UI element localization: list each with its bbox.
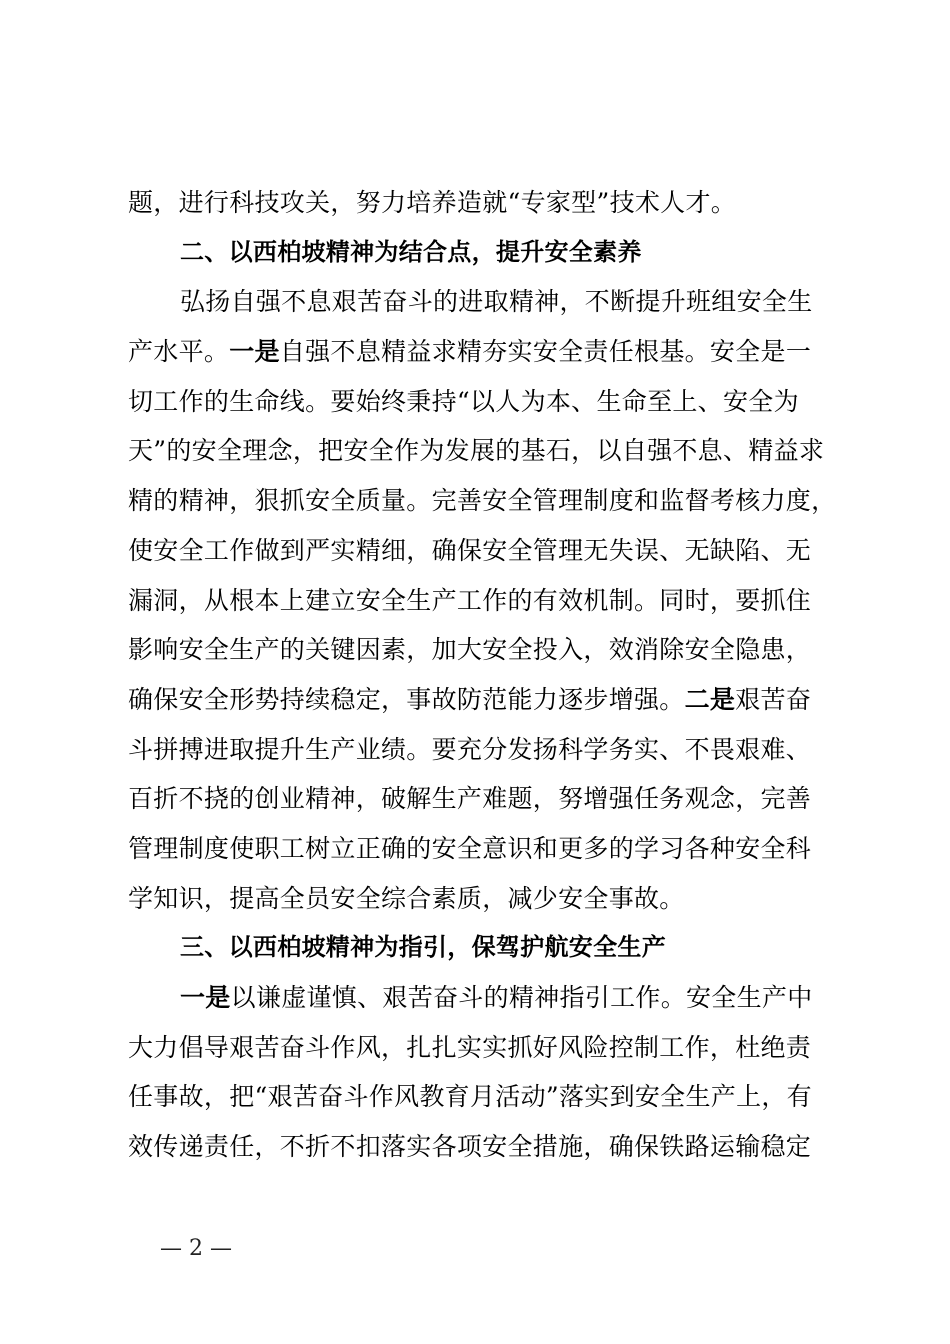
paragraph-line: 百折不挠的创业精神，破解生产难题，努增强任务观念，完善 xyxy=(128,784,812,814)
paragraph-line: 题，进行科技攻关，努力培养造就“专家型”技术人才。 xyxy=(128,188,737,217)
paragraph-line: 斗拼搏进取提升生产业绩。要充分发扬科学务实、不畏艰难、 xyxy=(128,734,812,764)
paragraph-line: 使安全工作做到严实精细，确保安全管理无失误、无缺陷、无 xyxy=(128,535,812,565)
paragraph-line: 弘扬自强不息艰苦奋斗的进取精神，不断提升班组安全生 xyxy=(180,287,813,317)
body-text xyxy=(128,178,840,1172)
paragraph-line: 管理制度使职工树立正确的安全意识和更多的学习各种安全科 xyxy=(128,833,812,863)
emphasis-one: 一是 xyxy=(180,983,231,1012)
text-run: 产水平。 xyxy=(128,337,230,367)
paragraph-line xyxy=(128,973,840,1023)
text-run: 以谦虚谨慎、艰苦奋斗的精神指引工作。安全生产中 xyxy=(230,983,813,1012)
text-run: 确保安全形势持续稳定，事故防范能力逐步增强。 xyxy=(128,684,685,714)
paragraph-line: 学知识，提高全员安全综合素质，减少安全事故。 xyxy=(128,883,685,913)
paragraph-line: 天”的安全理念，把安全作为发展的基石，以自强不息、精益求 xyxy=(128,436,825,466)
text-run: 艰苦奋 xyxy=(735,684,812,714)
paragraph-line xyxy=(128,327,840,377)
paragraph-line: 影响安全生产的关键因素，加大安全投入，效消除安全隐患， xyxy=(128,635,812,665)
paragraph-line: 大力倡导艰苦奋斗作风，扎扎实实抓好风险控制工作，杜绝责 xyxy=(128,1032,812,1062)
section-heading-3: 三、以西柏坡精神为指引，保驾护航安全生产 xyxy=(180,933,666,962)
section-heading-2: 二、以西柏坡精神为结合点，提升安全素养 xyxy=(180,237,642,266)
text-run: 自强不息精益求精夯实安全责任根基。安全是一 xyxy=(279,337,812,367)
emphasis-two: 二是 xyxy=(684,684,736,714)
paragraph-line xyxy=(128,675,840,725)
page-number: — 2 — xyxy=(160,1236,232,1261)
emphasis-one: 一是 xyxy=(229,337,280,367)
paragraph-line: 切工作的生命线。要始终秉持“以人为本、生命至上、安全为 xyxy=(128,386,799,416)
paragraph-line: 精的精神，狠抓安全质量。完善安全管理制度和监督考核力度， xyxy=(128,486,837,516)
paragraph-line: 任事故，把“艰苦奋斗作风教育月活动”落实到安全生产上，有 xyxy=(128,1082,812,1112)
paragraph-line: 漏洞，从根本上建立安全生产工作的有效机制。同时，要抓住 xyxy=(128,585,812,615)
paragraph-line: 效传递责任，不折不扣落实各项安全措施，确保铁路运输稳定 xyxy=(128,1132,812,1162)
